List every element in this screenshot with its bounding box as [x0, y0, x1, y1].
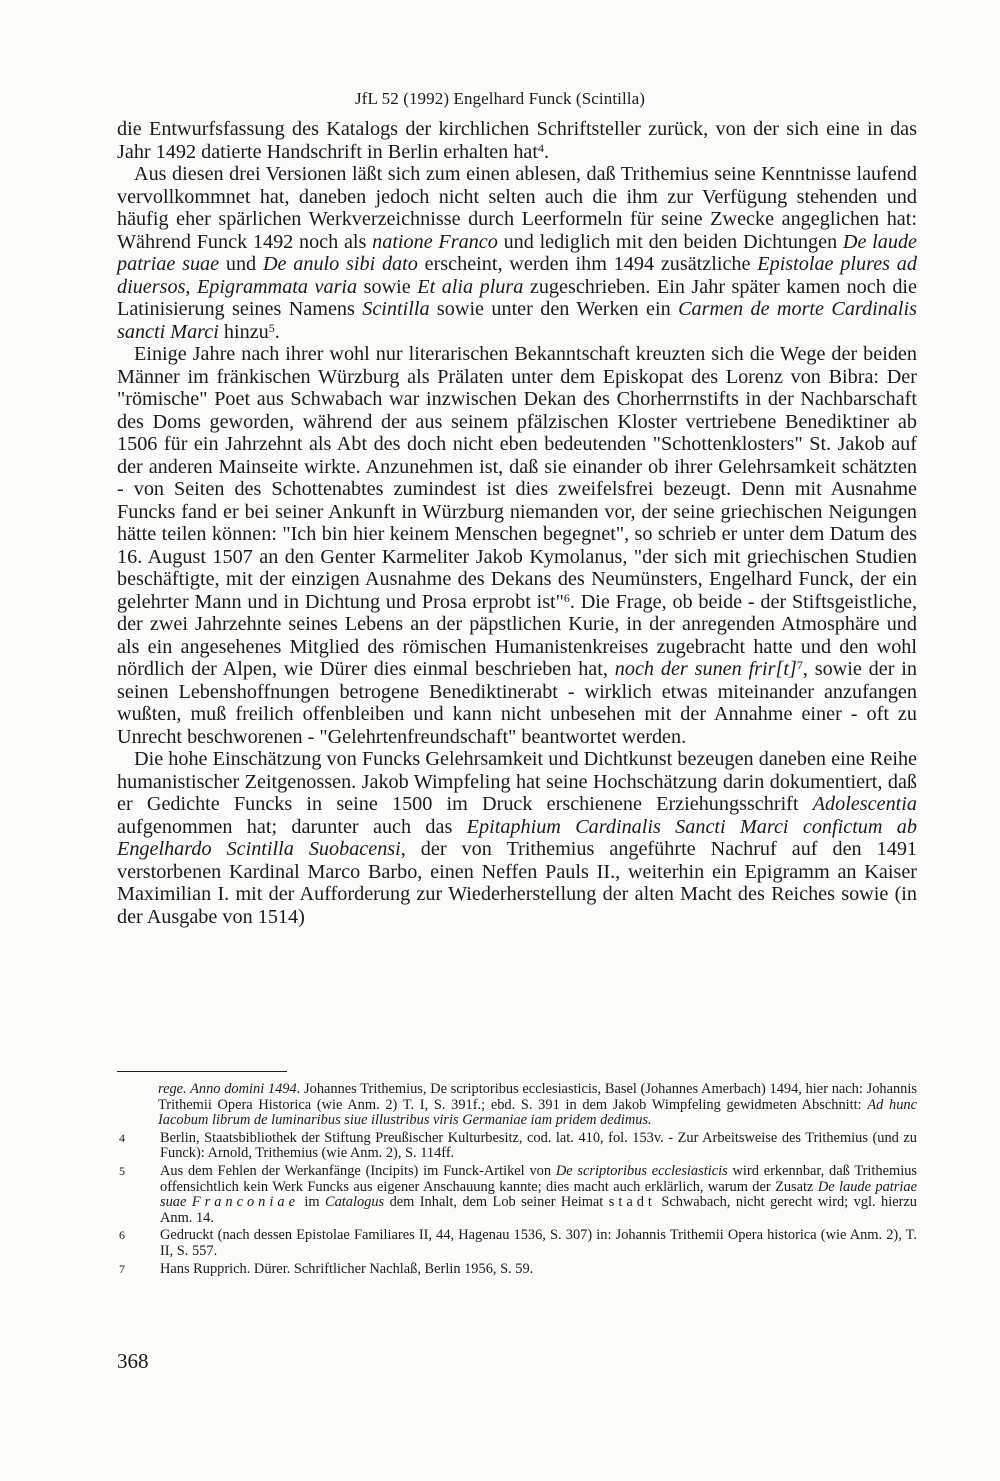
text: .	[274, 320, 280, 343]
text: , sowie der in seinen Lebenshoffnungen betrogene Benediktinerabt - wirklich etwas miteinander anzufangen wußten, muß freilich offenbleiben und kann nicht unbesehen mit der Annahme einer - oft zu Unrecht beschworenen - "Gelehrtenfreundschaft" beantwortet werden.	[117, 658, 918, 748]
text: zugeschrieben. Ein Jahr später kamen noch die Latinisierung seines Namens	[117, 275, 917, 320]
italic-text: Carmen de morte Cardinalis sancti Marci	[117, 298, 917, 343]
italic-text: Ad hunc Iacobum librum de luminaribus siue illustribus viris Germaniae iam pridem dedimus.	[158, 1096, 917, 1129]
italic-text: natione Franco	[372, 230, 498, 253]
italic-text: Epitaphium Cardinalis Sancti Marci confictum ab Engelhardo Scintilla Suobacensi	[117, 815, 917, 860]
footnote-number: 5	[119, 1163, 125, 1178]
paragraph-1	[117, 118, 917, 163]
footnote-text: Hans Rupprich. Dürer. Schriftlicher Nachlaß, Berlin 1956, S. 59.	[160, 1260, 534, 1277]
text: die Entwurfsfassung des Katalogs der kirchlichen Schriftsteller zurück, von der sich eine in das Jahr 1492 datierte Handschrift in Berlin erhalten hat	[117, 118, 917, 163]
text: wird erkennbar, daß Trithemius offensichtlich kein Werk Funcks aus eigener Anschauung kannte; dies macht auch erklärlich, warum der Zusatz	[160, 1162, 918, 1195]
footnote-number: 4	[119, 1130, 125, 1145]
footnote-text	[160, 1164, 917, 1226]
footnote-number: 6	[119, 1228, 125, 1243]
footnote-5	[117, 1164, 917, 1226]
text: sowie	[357, 275, 418, 298]
footnote-6	[117, 1228, 917, 1259]
text: Schwabach, nicht gerecht wird; vgl. hierzu Anm. 14.	[160, 1194, 917, 1226]
text: Die hohe Einschätzung von Funcks Gelehrsamkeit und Dichtkunst bezeugen daneben eine Reihe humanistischer Zeitgenossen. Jakob Wimpfeling hat seine Hochschätzung darin dokumentiert, daß er Gedichte Funcks in seine 1500 im Druck erschienene Erziehungsschrift	[117, 748, 917, 815]
text: aufgenommen hat; darunter auch das	[117, 815, 467, 838]
text: im	[298, 1194, 325, 1211]
italic-text: Et alia plura	[417, 275, 524, 298]
text: Johannes Trithemius, De scriptoribus ecclesiasticis, Basel (Johannes Amerbach) 1494, hier nach: Johannis Trithemii Opera Historica (wie Anm. 2) T. I, S. 391f.; ebd. S. 391 in dem Jakob Wimpfeling gewidmeten Abschnitt:	[158, 1081, 917, 1113]
italic-text: Scintilla	[362, 298, 430, 320]
italic-text: noch der sunen frir[t]	[614, 658, 797, 680]
page-number: 368	[117, 1349, 149, 1373]
text: Aus dem Fehlen der Werkanfänge (Incipits) im Funck-Artikel von	[160, 1162, 556, 1179]
footnote-7	[117, 1262, 917, 1278]
text: hinzu	[218, 320, 269, 343]
footnotes	[117, 1082, 917, 1277]
running-head: JfL 52 (1992) Engelhard Funck (Scintilla)	[354, 89, 646, 108]
text: erscheint, werden ihm 1494 zusätzliche	[417, 253, 758, 275]
footnote-text: Gedruckt (nach dessen Epistolae Familiares II, 44, Hagenau 1536, S. 307) in: Johannis Trithemii Opera historica (wie Anm. 2), T. II, S. 557.	[160, 1227, 917, 1259]
text: . Die Frage, ob beide - der Stiftsgeistliche, der zwei Jahrzehnte seines Lebens an der päpstlichen Kurie, in der anregenden Atmosphäre und als ein angesehenes Mitglied des römischen Humanistenkreises zugebracht hatte und den wohl nördlich der Alpen, wie Dürer dies einmal beschrieben hat,	[117, 590, 917, 680]
italic-text: Adolescentia	[812, 793, 917, 815]
paragraph-2	[117, 163, 917, 343]
text: dem Inhalt, dem Lob seiner Heimat	[384, 1194, 609, 1211]
spaced-italic-text: Franconiae	[191, 1194, 299, 1211]
italic-text: De anulo sibi dato	[262, 253, 418, 275]
footnote-text	[158, 1082, 917, 1129]
footnote-continuation	[117, 1082, 917, 1129]
footnote-ref: 6	[563, 590, 570, 605]
footnote-number: 7	[119, 1261, 125, 1276]
footnote-ref: 4	[538, 140, 544, 155]
italic-text: Catalogus	[324, 1194, 385, 1211]
paragraph-3	[117, 343, 917, 748]
footnote-ref: 5	[268, 320, 275, 335]
italic-text: rege. Anno domini 1494.	[158, 1081, 301, 1097]
italic-text: De scriptoribus ecclesiasticis	[555, 1162, 728, 1179]
text: , der von Trithemius angeführte Nachruf auf den 1491 verstorbenen Kardinal Marco Barbo, einen Neffen Pauls II., weiterhin ein Epigramm an Kaiser Maximilian I. mit der Aufforderung zur Wiederherstellung der alten Macht des Reiches sowie (in der Ausgabe von 1514)	[117, 838, 918, 928]
footnote-4	[117, 1131, 917, 1162]
body-text	[117, 118, 917, 928]
text: Einige Jahre nach ihrer wohl nur literarischen Bekanntschaft kreuzten sich die Wege der beiden Männer im fränkischen Würzburg als Prälaten unter dem Episkopat des Lorenz von Bibra: Der "römische" Poet aus Schwabach war inzwischen Dekan des Chorherrnstifts in der Nachbarschaft des Doms geworden, während der aus seinem pfälzischen Kloster vertriebene Benediktiner ab 1506 für ein Jahrzehnt als Abt des doch nicht eben bedeutenden "Schottenklosters" St. Jakob auf der anderen Mainseite wirkte. Anzunehmen ist, daß sie einander ob ihrer Gelehrsamkeit schätzten - von Seiten des Schottenabtes zumindest ist dies zweifelsfrei bezeugt. Denn mit Ausnahme Funcks fand er bei seiner Ankunft in Würzburg niemanden vor, der seine griechischen Neigungen hätte teilen können: "Ich bin hier keinem Menschen begegnet", so schrieb er unter dem Datum des 16. August 1507 an den Genter Karmeliter Jakob Kymolanus, "der sich mit griechischen Studien beschäftigte, mit der einzigen Ausnahme des Dekans des Neumünsters, Engelhard Funck, der ein gelehrter Mann und in Dichtung und Prosa erprobt ist"	[117, 343, 917, 613]
italic-text: De laude patriae suae	[160, 1178, 917, 1211]
italic-text: Epistolae plures ad diuersos, Epigrammata varia	[117, 253, 917, 298]
footnote-rule	[117, 1071, 287, 1072]
footnote-text: Berlin, Staatsbibliothek der Stiftung Preußischer Kulturbesitz, cod. lat. 410, fol. 153v. - Zur Arbeitsweise des Trithemius (und zu Funck): Arnold, Trithemius (wie Anm. 2), S. 114ff.	[160, 1129, 917, 1162]
text: .	[544, 140, 550, 163]
text: und lediglich mit den beiden Dichtungen	[497, 230, 843, 253]
paragraph-4	[117, 748, 917, 928]
spaced-text: stadt	[608, 1194, 656, 1211]
text: und	[219, 253, 263, 275]
text: Aus diesen drei Versionen läßt sich zum einen ablesen, daß Trithemius seine Kenntnisse laufend vervollkommnet hat, daneben jedoch nicht selten auch die ihm zur Verfügung stehenden und häufig eher spärlichen Werkverzeichnisse durch Leerformeln für seine Zwecke angeglichen hat: Während Funck 1492 noch als	[117, 163, 917, 253]
text: sowie unter den Werken ein	[429, 298, 679, 320]
footnote-ref: 7	[796, 658, 803, 672]
italic-text: De laude patriae suae	[117, 230, 918, 275]
